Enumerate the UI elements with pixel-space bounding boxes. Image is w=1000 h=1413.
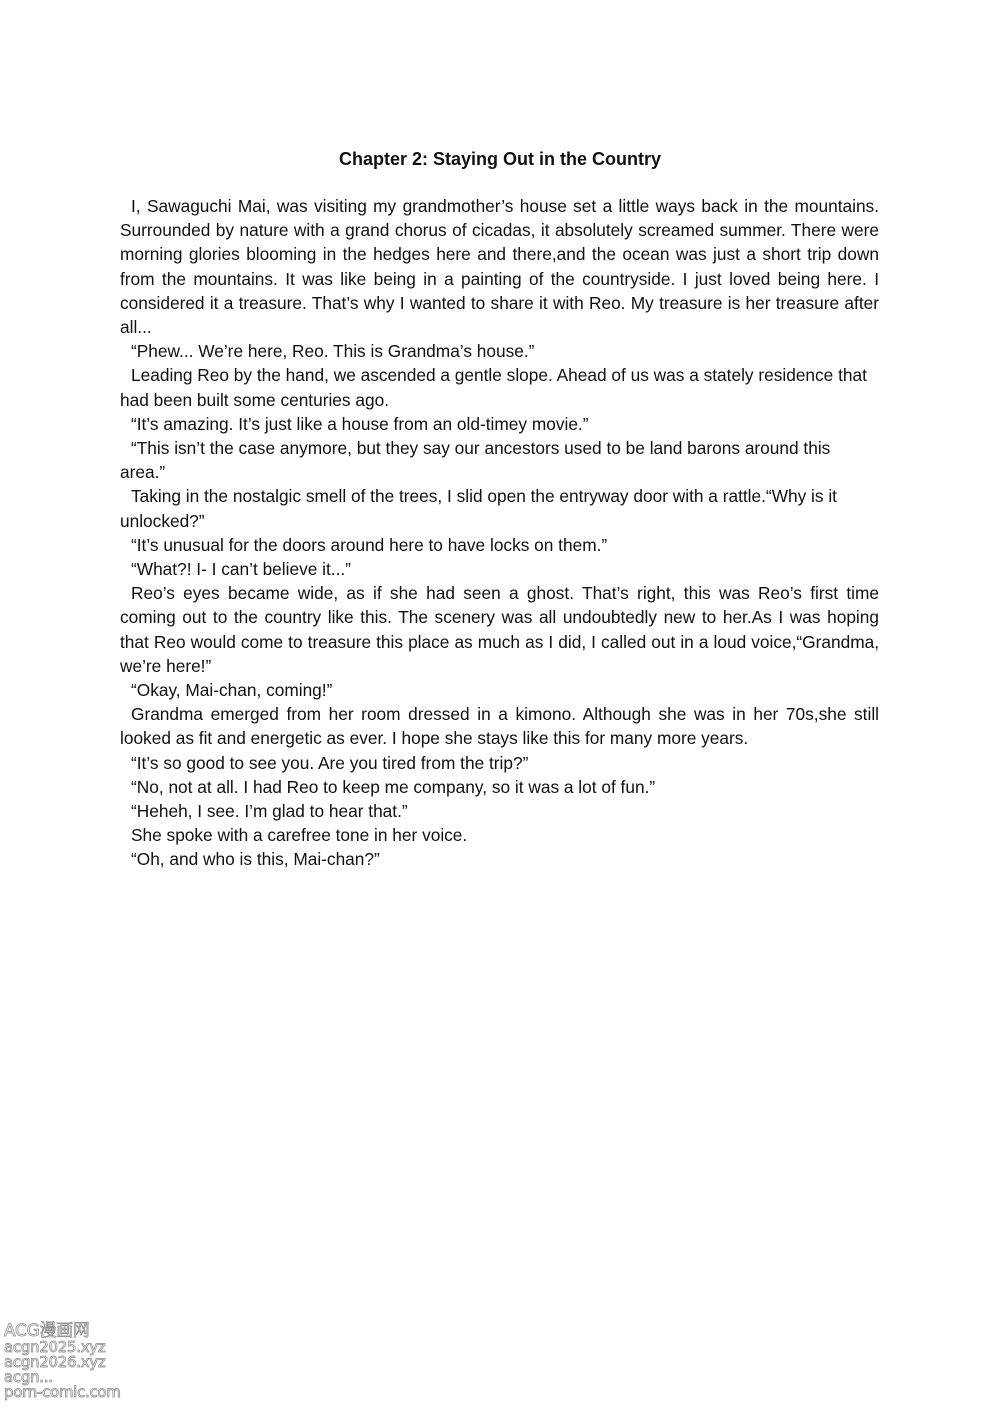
watermark-line: acgn2026.xyz bbox=[4, 1353, 106, 1371]
paragraph-dialogue: “It’s so good to see you. Are you tired from the trip?” bbox=[131, 752, 529, 773]
paragraph-dialogue: “Oh, and who is this, Mai-chan?” bbox=[131, 849, 380, 870]
paragraph-narration: Reo’s eyes became wide, as if she had seen a ghost. That’s right, this was Reo’s first time coming out to the country like this. The scenery was all undoubtedly new to her.As I was hoping that Reo would come to treasure this place as much as I did, I called out in a loud voice,“Grandma, we’re here!” bbox=[120, 583, 879, 676]
paragraph-dialogue: “Phew... We’re here, Reo. This is Grandma’s house.” bbox=[131, 341, 535, 362]
watermark-line: ACG漫画网 bbox=[4, 1321, 90, 1341]
paragraph-narration: Leading Reo by the hand, we ascended a gentle slope. Ahead of us was a stately residence that had been built some centuries ago. bbox=[120, 365, 867, 410]
body-text bbox=[120, 194, 879, 872]
watermark bbox=[4, 1322, 144, 1400]
watermark-line: acgn2025.xyz bbox=[4, 1338, 106, 1356]
paragraph-dialogue: “This isn’t the case anymore, but they say our ancestors used to be land barons around this area.” bbox=[120, 438, 831, 483]
paragraph-narration: She spoke with a carefree tone in her voice. bbox=[131, 825, 468, 846]
paragraph-dialogue: “No, not at all. I had Reo to keep me company, so it was a lot of fun.” bbox=[131, 776, 656, 797]
paragraph-dialogue: “What?! I- I can’t believe it...” bbox=[131, 559, 351, 580]
paragraph-narration: Grandma emerged from her room dressed in a kimono. Although she was in her 70s,she still looked as fit and energetic as ever. I hope she stays like this for many more years. bbox=[120, 704, 879, 749]
chapter-title: Chapter 2: Staying Out in the Country bbox=[338, 149, 661, 169]
paragraph-dialogue: “Okay, Mai-chan, coming!” bbox=[131, 680, 333, 701]
paragraph-dialogue: “It’s amazing. It’s just like a house from an old-timey movie.” bbox=[131, 413, 589, 434]
paragraph-dialogue: “Heheh, I see. I’m glad to hear that.” bbox=[131, 801, 408, 822]
watermark-line: acgn... bbox=[4, 1368, 53, 1386]
paragraph-dialogue: “It’s unusual for the doors around here to have locks on them.” bbox=[131, 534, 608, 555]
paragraph-narration: Taking in the nostalgic smell of the trees, I slid open the entryway door with a rattle.“Why is it unlocked?” bbox=[120, 486, 837, 531]
watermark-line: porn-comic.com bbox=[4, 1383, 121, 1401]
paragraph-intro: I, Sawaguchi Mai, was visiting my grandmother’s house set a little ways back in the mountains. Surrounded by nature with a grand chorus of cicadas, it absolutely screamed summer. There were morning glories blooming in the hedges here and there,and the ocean was just a short trip down from the mountains. It was like being in a painting of the countryside. I just loved being here. I considered it a treasure. That’s why I wanted to share it with Reo. My treasure is her treasure after all... bbox=[120, 196, 879, 338]
